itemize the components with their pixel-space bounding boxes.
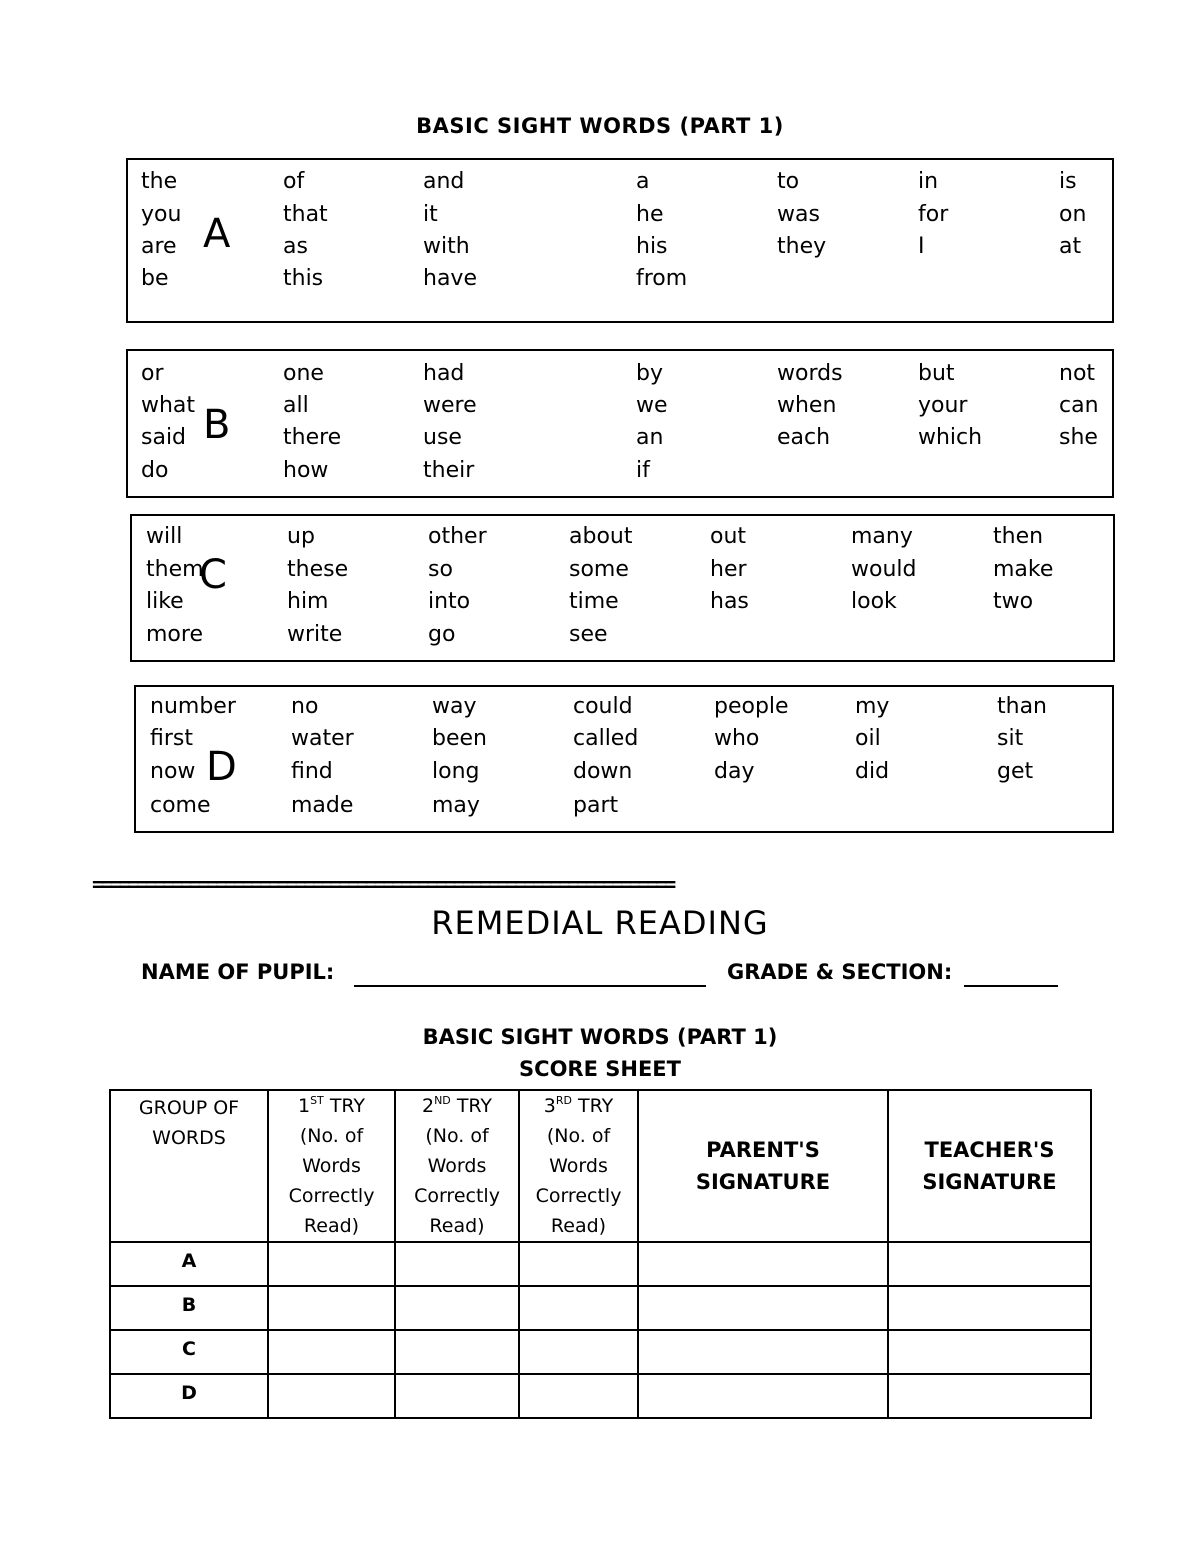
second-try-cell[interactable]	[395, 1242, 519, 1286]
score-sheet-subtitle: SCORE SHEET	[519, 1057, 681, 1081]
sight-word: made	[291, 793, 354, 818]
header-second-try: 2ND TRY (No. of Words Correctly Read)	[395, 1090, 519, 1242]
sight-word: so	[428, 557, 453, 582]
sight-word: could	[573, 694, 633, 719]
sight-word: now	[150, 759, 196, 784]
third-try-cell[interactable]	[519, 1374, 638, 1418]
score-row-label: C	[110, 1330, 268, 1374]
try-description-line: Correctly	[535, 1185, 622, 1207]
score-row-b	[110, 1286, 1091, 1330]
sight-word: into	[428, 589, 471, 614]
score-row-a	[110, 1242, 1091, 1286]
sight-word: what	[141, 393, 196, 418]
group-letter: B	[203, 402, 231, 448]
sight-word: these	[287, 557, 349, 582]
score-row-label: D	[110, 1374, 268, 1418]
sight-word: you	[141, 202, 182, 227]
score-row-c	[110, 1330, 1091, 1374]
sight-word: see	[569, 622, 608, 647]
sight-word: his	[636, 234, 668, 259]
header-first-try: 1ST TRY (No. of Words Correctly Read)	[268, 1090, 395, 1242]
third-try-cell[interactable]	[519, 1286, 638, 1330]
sight-word: two	[993, 589, 1034, 614]
sight-word: said	[141, 425, 187, 450]
sight-word: go	[428, 622, 456, 647]
first-try-cell[interactable]	[268, 1330, 395, 1374]
sight-word: each	[777, 425, 831, 450]
grade-section-label: GRADE & SECTION:	[727, 960, 953, 984]
parent-signature-cell[interactable]	[638, 1374, 888, 1418]
header-third-try: 3RD TRY (No. of Words Correctly Read)	[519, 1090, 638, 1242]
try-description-line: Words	[549, 1155, 608, 1177]
teacher-signature-cell[interactable]	[888, 1330, 1091, 1374]
sight-word: how	[283, 458, 329, 483]
first-try-cell[interactable]	[268, 1374, 395, 1418]
sight-word: when	[777, 393, 837, 418]
second-try-cell[interactable]	[395, 1286, 519, 1330]
sight-word: words	[777, 361, 843, 386]
sight-word: this	[283, 266, 324, 291]
sight-word: she	[1059, 425, 1098, 450]
sight-word: my	[855, 694, 890, 719]
score-table-header	[110, 1090, 1091, 1242]
sight-word: out	[710, 524, 747, 549]
sight-word: them	[146, 557, 204, 582]
sight-word: be	[141, 266, 169, 291]
sight-word: find	[291, 759, 333, 784]
sight-word: may	[432, 793, 480, 818]
sight-word: on	[1059, 202, 1087, 227]
sight-word: with	[423, 234, 470, 259]
try-description-line: Words	[302, 1155, 361, 1177]
sight-word: people	[714, 694, 789, 719]
third-try-cell[interactable]	[519, 1242, 638, 1286]
sight-word: more	[146, 622, 203, 647]
sight-word: is	[1059, 169, 1077, 194]
parent-signature-cell[interactable]	[638, 1242, 888, 1286]
score-table	[109, 1089, 1092, 1419]
sight-word: then	[993, 524, 1044, 549]
sight-word: at	[1059, 234, 1082, 259]
sight-word: long	[432, 759, 480, 784]
sight-word: way	[432, 694, 477, 719]
parent-signature-cell[interactable]	[638, 1330, 888, 1374]
sight-word: some	[569, 557, 629, 582]
sight-word: time	[569, 589, 619, 614]
sight-word: use	[423, 425, 462, 450]
sight-word: about	[569, 524, 633, 549]
sight-word: down	[573, 759, 633, 784]
header-parent-signature: PARENT'S SIGNATURE	[638, 1090, 888, 1242]
sight-word: did	[855, 759, 890, 784]
try-description-line: (No. of	[425, 1125, 489, 1147]
sight-word: I	[918, 234, 925, 259]
group-letter: C	[199, 552, 227, 598]
sight-word: not	[1059, 361, 1096, 386]
second-try-cell[interactable]	[395, 1374, 519, 1418]
sight-word: can	[1059, 393, 1099, 418]
sight-word: that	[283, 202, 328, 227]
sight-word: other	[428, 524, 487, 549]
sight-word: it	[423, 202, 438, 227]
try-description-line: Correctly	[288, 1185, 375, 1207]
sight-word: the	[141, 169, 178, 194]
sight-word: from	[636, 266, 688, 291]
sight-word: for	[918, 202, 949, 227]
header-teacher-signature: TEACHER'S SIGNATURE	[888, 1090, 1091, 1242]
sight-word: get	[997, 759, 1034, 784]
sight-word: all	[283, 393, 309, 418]
sight-word: but	[918, 361, 955, 386]
sight-word: part	[573, 793, 619, 818]
first-try-cell[interactable]	[268, 1242, 395, 1286]
sight-word: first	[150, 726, 193, 751]
sight-word: has	[710, 589, 749, 614]
pupil-name-label: NAME OF PUPIL:	[141, 960, 335, 984]
sight-word: to	[777, 169, 800, 194]
word-group-box-a	[126, 158, 1114, 323]
sight-word: oil	[855, 726, 881, 751]
sight-word: in	[918, 169, 939, 194]
second-try-cell[interactable]	[395, 1330, 519, 1374]
sight-word: than	[997, 694, 1047, 719]
parent-signature-cell[interactable]	[638, 1286, 888, 1330]
sight-word: there	[283, 425, 342, 450]
score-row-label: A	[110, 1242, 268, 1286]
try-description-line: Correctly	[414, 1185, 500, 1207]
word-group-box-b	[126, 349, 1114, 498]
sight-word: have	[423, 266, 477, 291]
sight-words-title: BASIC SIGHT WORDS (PART 1)	[416, 114, 784, 138]
try-description-line: Read)	[303, 1215, 360, 1237]
sight-word: he	[636, 202, 664, 227]
sight-word: were	[423, 393, 477, 418]
sight-word: who	[714, 726, 760, 751]
sight-word: her	[710, 557, 747, 582]
group-letter: A	[203, 211, 231, 257]
header-group-of-words: GROUP OF WORDS	[110, 1090, 268, 1242]
sight-word: will	[146, 524, 183, 549]
sight-word: we	[636, 393, 668, 418]
grade-section-field[interactable]	[964, 985, 1058, 987]
try-description-line: (No. of	[299, 1125, 364, 1147]
sight-word: been	[432, 726, 487, 751]
score-row-label: B	[110, 1286, 268, 1330]
teacher-signature-cell[interactable]	[888, 1242, 1091, 1286]
sight-word: and	[423, 169, 465, 194]
sight-word: day	[714, 759, 755, 784]
try-description-line: Read)	[550, 1215, 607, 1237]
try-description-line: Words	[427, 1155, 487, 1177]
sight-word: no	[291, 694, 319, 719]
sight-word: a	[636, 169, 650, 194]
sight-word: of	[283, 169, 305, 194]
remedial-reading-heading: REMEDIAL READING	[431, 904, 769, 942]
try-description-line: Read)	[429, 1215, 485, 1237]
sight-word: look	[851, 589, 897, 614]
sight-word: number	[150, 694, 236, 719]
sight-word: up	[287, 524, 315, 549]
sight-word: as	[283, 234, 308, 259]
sight-word: sit	[997, 726, 1024, 751]
sight-word: do	[141, 458, 169, 483]
sight-word: they	[777, 234, 827, 259]
sight-word: had	[423, 361, 465, 386]
first-try-cell[interactable]	[268, 1286, 395, 1330]
teacher-signature-cell[interactable]	[888, 1286, 1091, 1330]
sight-word: or	[141, 361, 164, 386]
score-row-d	[110, 1374, 1091, 1418]
pupil-name-field[interactable]	[354, 985, 706, 987]
try-description-line: (No. of	[546, 1125, 611, 1147]
sight-word: called	[573, 726, 639, 751]
sight-word: many	[851, 524, 913, 549]
group-letter: D	[206, 744, 237, 790]
sight-word: would	[851, 557, 917, 582]
sight-word: if	[636, 458, 650, 483]
third-try-cell[interactable]	[519, 1330, 638, 1374]
sight-word: come	[150, 793, 211, 818]
sight-word: which	[918, 425, 983, 450]
sight-word: write	[287, 622, 343, 647]
sight-word: are	[141, 234, 177, 259]
section-divider: ==================================================================	[92, 872, 673, 896]
teacher-signature-cell[interactable]	[888, 1374, 1091, 1418]
sight-word: make	[993, 557, 1054, 582]
sight-word: like	[146, 589, 184, 614]
sight-word: water	[291, 726, 354, 751]
sight-word: was	[777, 202, 820, 227]
sight-word: by	[636, 361, 663, 386]
sight-word: one	[283, 361, 324, 386]
score-sheet-title: BASIC SIGHT WORDS (PART 1)	[422, 1025, 778, 1049]
sight-word: your	[918, 393, 968, 418]
sight-word: him	[287, 589, 329, 614]
sight-word: their	[423, 458, 475, 483]
sight-word: an	[636, 425, 664, 450]
